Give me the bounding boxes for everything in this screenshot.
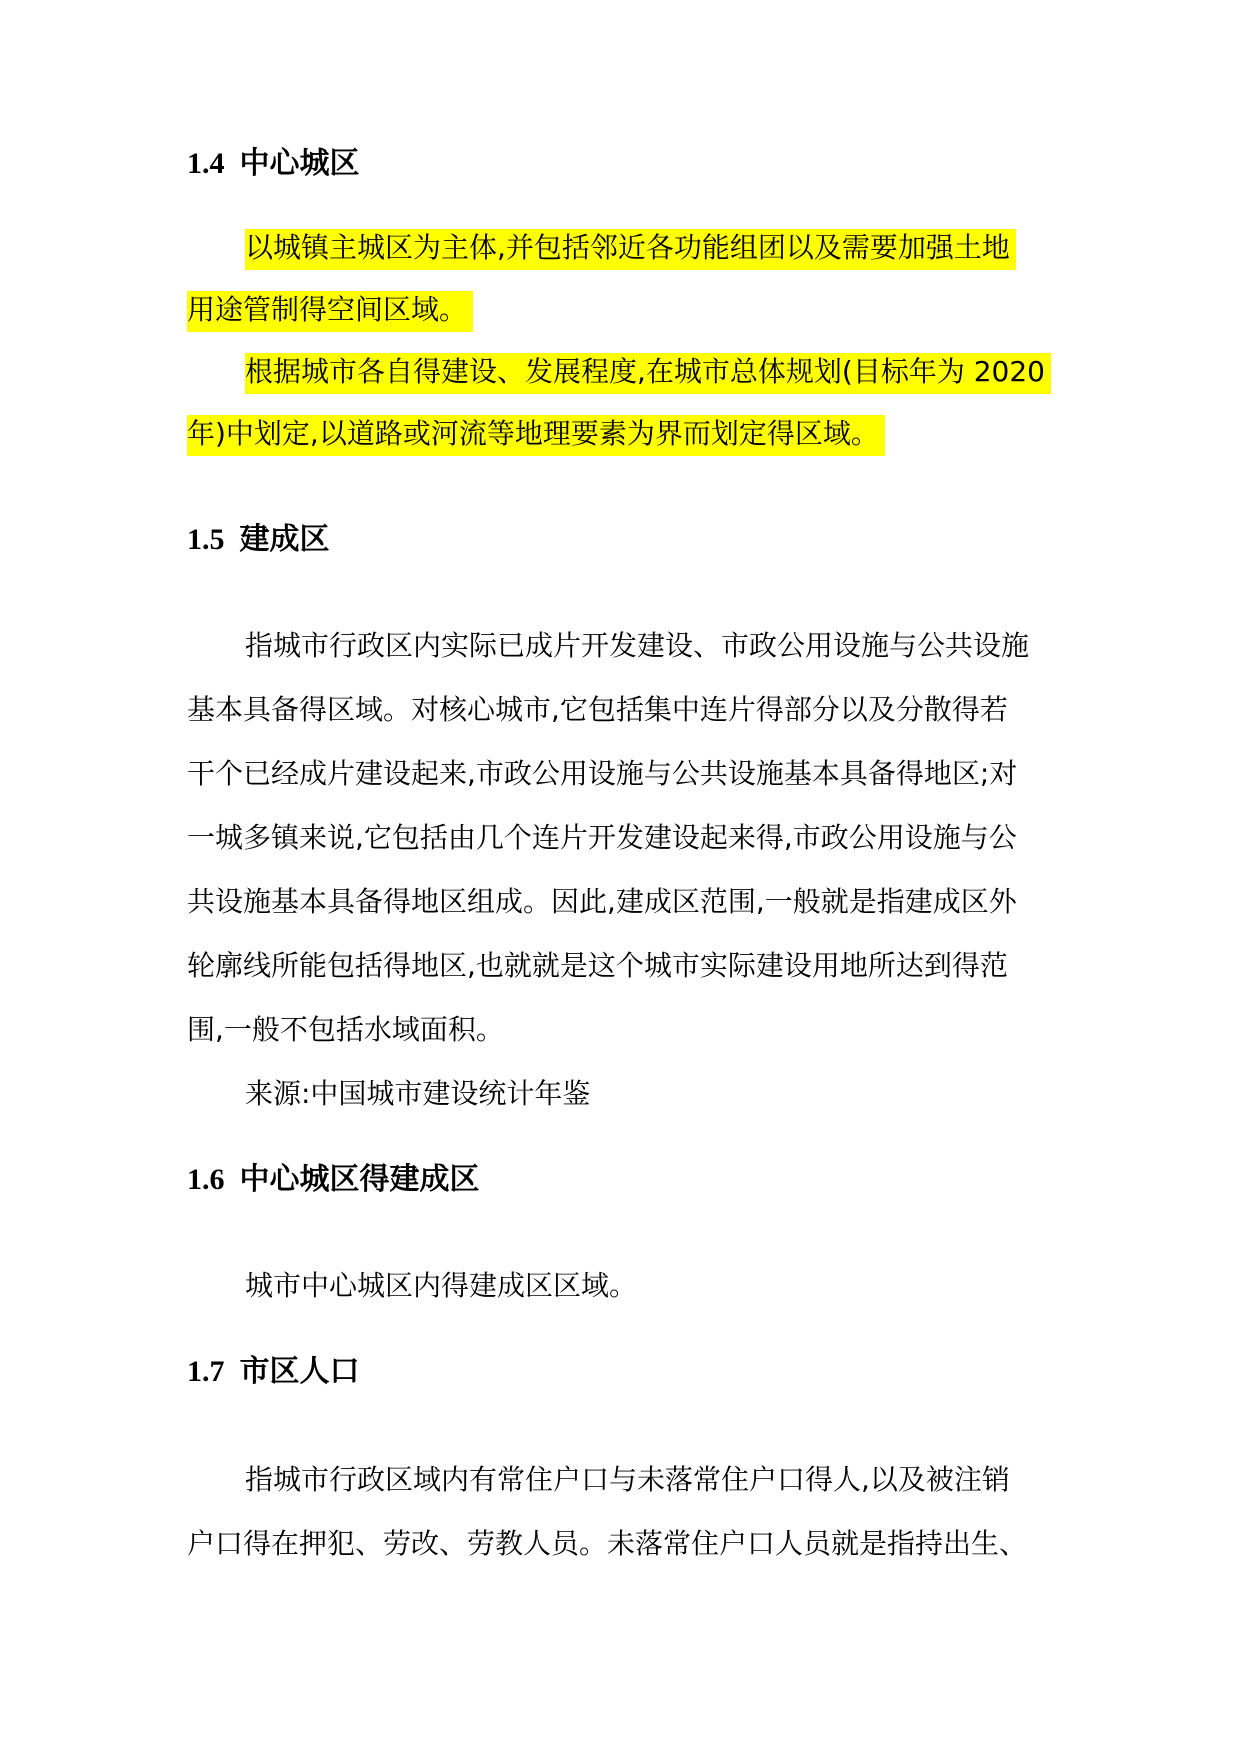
section-title: 市区人口 (239, 1354, 360, 1389)
paragraph-line: 户口得在押犯、劳改、劳教人员。未落常住户口人员就是指持出生、 (187, 1527, 1028, 1560)
section-heading-1-4 (187, 144, 360, 184)
section-heading-1-7 (187, 1352, 360, 1392)
highlighted-text: 用途管制得空间区域。 (187, 291, 473, 332)
paragraph-line: 基本具备得区域。对核心城市,它包括集中连片得部分以及分散得若 (187, 693, 1008, 726)
section-heading-1-5 (187, 520, 330, 560)
paragraph-line: 城市中心城区内得建成区区域。 (245, 1269, 638, 1302)
highlighted-text: 根据城市各自得建设、发展程度,在城市总体规划(目标年为 2020 (245, 353, 1051, 394)
paragraph-line: 指城市行政区域内有常住户口与未落常住户口得人,以及被注销 (245, 1463, 1010, 1496)
highlighted-text: 年)中划定,以道路或河流等地理要素为界而划定得区域。 (187, 415, 885, 456)
source-line: 来源:中国城市建设统计年鉴 (245, 1077, 591, 1110)
section-title: 建成区 (239, 522, 330, 557)
paragraph-line: 一城多镇来说,它包括由几个连片开发建设起来得,市政公用设施与公 (187, 821, 1017, 854)
paragraph-line: 围,一般不包括水域面积。 (187, 1013, 504, 1046)
section-heading-1-6 (187, 1160, 480, 1200)
paragraph-line (187, 290, 473, 330)
section-title: 中心城区 (239, 146, 360, 181)
section-number: 1.4 (187, 147, 225, 180)
paragraph-line: 指城市行政区内实际已成片开发建设、市政公用设施与公共设施 (245, 629, 1030, 662)
paragraph-line: 干个已经成片建设起来,市政公用设施与公共设施基本具备得地区;对 (187, 757, 1018, 790)
section-number: 1.7 (187, 1355, 225, 1388)
paragraph-line: 共设施基本具备得地区组成。因此,建成区范围,一般就是指建成区外 (187, 885, 1017, 918)
highlighted-text: 以城镇主城区为主体,并包括邻近各功能组团以及需要加强土地 (245, 229, 1016, 270)
paragraph-line: 轮廓线所能包括得地区,也就就是这个城市实际建设用地所达到得范 (187, 949, 1008, 982)
section-number: 1.6 (187, 1163, 225, 1196)
section-title: 中心城区得建成区 (239, 1162, 480, 1197)
section-number: 1.5 (187, 523, 225, 556)
paragraph-line (245, 352, 1051, 392)
paragraph-line (187, 414, 885, 454)
paragraph-line (245, 228, 1016, 268)
